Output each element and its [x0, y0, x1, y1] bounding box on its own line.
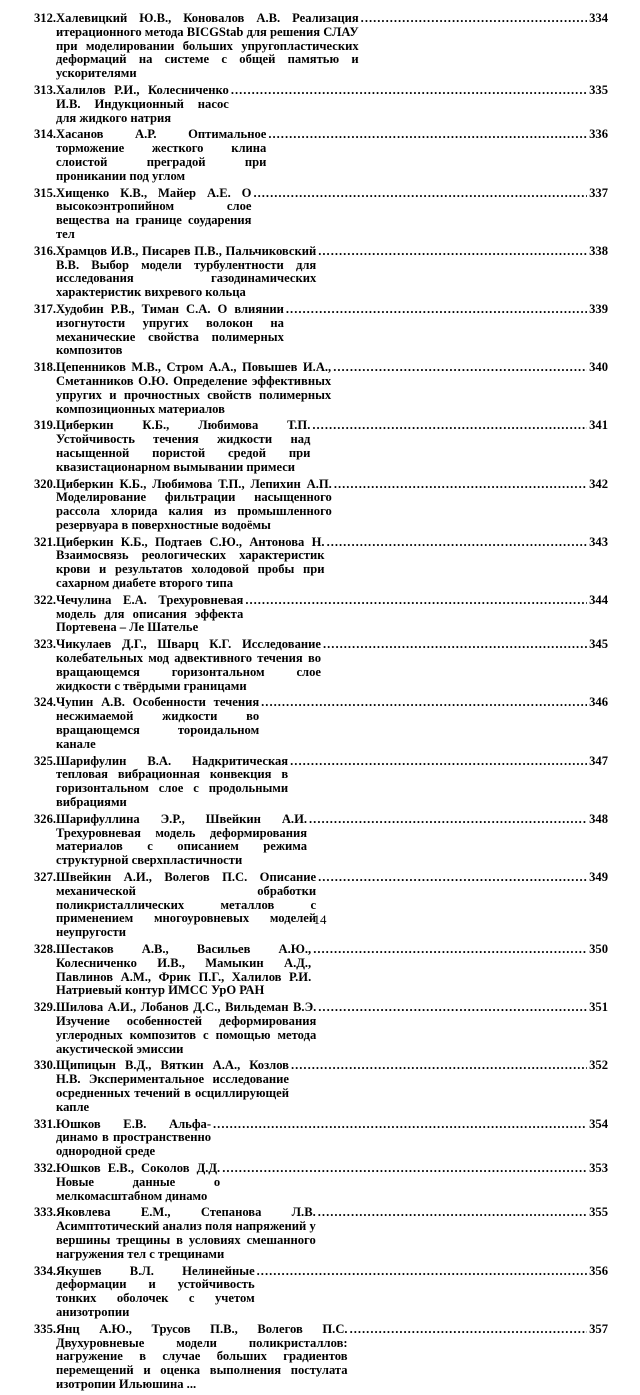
dot-leader: [213, 1118, 587, 1132]
dot-leader: [286, 303, 587, 317]
entry-body: [56, 1323, 608, 1392]
entry-number: 328.: [34, 942, 57, 956]
entry-number: 318.: [34, 360, 57, 375]
toc-entry: [34, 1206, 608, 1261]
entry-page: 352: [589, 1059, 608, 1073]
entry-page: 340: [589, 361, 608, 375]
table-of-contents: [34, 12, 608, 1395]
entry-page: 337: [589, 186, 608, 200]
toc-entry: [34, 638, 608, 693]
entry-page: 356: [589, 1264, 608, 1278]
entry-body: [56, 478, 608, 533]
entry-title: Цепенников М.В., Стром А.А., Повышев И.А., Сметанников О.Ю. Определение эффективных упругих и прочностных свойств полимерных композиционных материалов: [56, 361, 332, 416]
entry-page: 357: [589, 1322, 608, 1336]
dot-leader: [290, 755, 587, 769]
entry-title: Юшков Е.В. Альфа-динамо в пространственно однородной среде: [56, 1117, 212, 1159]
entry-title: Янц А.Ю., Трусов П.В., Волегов П.С. Двухуровневые модели поликристаллов: нагружение в случае больших градиентов перемещений и оценка выполнения постулата изотропии Ильюшина ...: [56, 1322, 348, 1391]
entry-body: [56, 1059, 608, 1114]
dot-leader: [333, 361, 587, 375]
entry-number: 324.: [34, 695, 57, 710]
entry-number: 332.: [34, 1160, 57, 1175]
toc-entry: [34, 361, 608, 416]
entry-body: [56, 303, 608, 358]
dot-leader: [327, 536, 588, 550]
entry-page: 350: [589, 943, 608, 956]
entry-body: [56, 594, 608, 635]
entry-page: 341: [589, 419, 608, 433]
toc-entry: [34, 871, 608, 940]
entry-body: [56, 419, 608, 474]
dot-leader: [323, 638, 587, 652]
entry-body: [56, 128, 608, 183]
entry-title: Юшков Е.В., Соколов Д.Д. Новые данные о мелкомасштабном динамо: [56, 1161, 221, 1203]
toc-entry: [34, 1118, 608, 1159]
entry-body: [56, 871, 608, 940]
entry-number: 316.: [34, 243, 57, 258]
entry-page: 349: [589, 871, 608, 885]
entry-body: [56, 1162, 608, 1203]
entry-number: 312.: [34, 11, 57, 25]
dot-leader: [361, 12, 587, 26]
entry-body: [56, 696, 608, 751]
toc-entry: [34, 594, 608, 635]
entry-number: 325.: [34, 753, 57, 768]
entry-title: Яковлева Е.М., Степанова Л.В. Асимптотический анализ поля напряжений у вершины трещины в условиях смешанного нагружения тел с трещинами: [56, 1206, 316, 1261]
entry-number: 315.: [34, 185, 57, 200]
entry-number: 333.: [34, 1205, 57, 1220]
dot-leader: [231, 84, 587, 98]
entry-page: 354: [589, 1117, 608, 1131]
entry-number: 322.: [34, 592, 57, 607]
entry-page: 346: [589, 696, 608, 710]
dot-leader: [318, 1206, 587, 1220]
entry-title: Якушев В.Л. Нелинейные деформации и устойчивость тонких оболочек с учетом анизотропии: [56, 1264, 255, 1319]
entry-title: Халилов Р.И., Колесниченко И.В. Индукционный насос для жидкого натрия: [56, 83, 229, 125]
toc-entry: [34, 536, 608, 591]
entry-body: [56, 187, 608, 242]
entry-title: Швейкин А.И., Волегов П.С. Описание механической обработки поликристаллических металлов с применением многоуровневых моделей неупругости: [56, 871, 317, 940]
toc-entry: [34, 1323, 608, 1392]
entry-number: 320.: [34, 476, 57, 491]
entry-body: [56, 12, 608, 81]
entry-title: Шарифуллина Э.Р., Швейкин А.И. Трехуровневая модель деформирования материалов с описанием режима структурной сверхпластичности: [56, 812, 308, 868]
entry-title: Худобин Р.В., Тиман С.А. О влиянии изогнутости упругих волокон на механические свойства полимерных композитов: [56, 302, 284, 358]
entry-number: 331.: [34, 1116, 57, 1131]
entry-body: [56, 638, 608, 693]
entry-number: 314.: [34, 127, 57, 142]
toc-entry: [34, 478, 608, 533]
toc-entry: [34, 12, 608, 81]
dot-leader: [350, 1323, 588, 1337]
entry-body: [56, 755, 608, 810]
entry-page: 351: [589, 1001, 608, 1015]
entry-title: Шарифулин В.А. Надкритическая тепловая вибрационная конвекция в горизонтальном слое с продольными вибрациями: [56, 754, 289, 810]
entry-body: [56, 1265, 608, 1320]
entry-title: Чикулаев Д.Г., Шварц К.Г. Исследование колебательных мод адвективного течения во вращающемся горизонтальном слое жидкости с твёрдыми границами: [56, 638, 321, 693]
entry-title: Шилова А.И., Лобанов Д.С., Вильдеман В.Э. Изучение особенностей деформирования углеродных композитов с помощью метода акустической эмиссии: [56, 1001, 317, 1056]
toc-entry: [34, 84, 608, 125]
toc-entry: [34, 187, 608, 242]
entry-number: 329.: [34, 1000, 57, 1015]
entry-page: 347: [589, 754, 608, 768]
entry-number: 334.: [34, 1263, 57, 1278]
entry-page: 336: [589, 128, 608, 142]
entry-page: 334: [589, 12, 608, 25]
toc-entry: [34, 755, 608, 810]
dot-leader: [312, 419, 587, 433]
toc-entry: [34, 303, 608, 358]
entry-page: 355: [589, 1206, 608, 1220]
toc-entry: [34, 128, 608, 183]
entry-title: Хасанов А.Р. Оптимальное торможение жесткого клина слоистой преградой при проникании под углом: [56, 128, 267, 183]
entry-body: [56, 84, 608, 125]
dot-leader: [261, 696, 587, 710]
entry-number: 313.: [34, 82, 57, 97]
entry-title: Циберкин К.Б., Любимова Т.П., Лепихин А.П. Моделирование фильтрации насыщенного рассола хлорида калия из промышленного резервуара в поверхностные водоёмы: [56, 477, 332, 532]
dot-leader: [253, 187, 587, 201]
entry-page: 345: [589, 638, 608, 652]
dot-leader: [313, 943, 587, 957]
entry-body: [56, 1001, 608, 1056]
entry-title: Храмцов И.В., Писарев П.В., Пальчиковский В.В. Выбор модели турбулентности для исследования газодинамических характеристик вихревого кольца: [56, 244, 317, 300]
entry-page: 339: [589, 302, 608, 316]
entry-body: [56, 813, 608, 868]
entry-number: 326.: [34, 811, 57, 826]
toc-entry: [34, 943, 608, 998]
toc-entry: [34, 813, 608, 868]
entry-title: Шестаков А.В., Васильев А.Ю., Колесниченко И.В., Мамыкин А.Д., Павлинов А.М., Фрик П.Г., Халилов Р.И. Натриевый контур ИМСС УрО РАН: [56, 943, 312, 998]
entry-title: Циберкин К.Б., Подтаев С.Ю., Антонова Н. Взаимосвязь реологических характеристик крови и результатов холодовой пробы при сахарном диабете второго типа: [56, 535, 325, 591]
entry-body: [56, 943, 608, 998]
dot-leader: [257, 1265, 587, 1279]
entry-title: Халевицкий Ю.В., Коновалов А.В. Реализация итерационного метода BICGStab для решения СЛАУ при моделировании больших упругопластических деформаций на системе с общей памятью и ускорителями: [56, 12, 359, 81]
entry-page: 338: [589, 244, 608, 258]
entry-number: 335.: [34, 1321, 57, 1336]
entry-number: 321.: [34, 534, 57, 549]
entry-page: 343: [589, 535, 608, 549]
entry-page: 344: [589, 593, 608, 607]
entry-number: 323.: [34, 637, 57, 652]
toc-entry: [34, 1265, 608, 1320]
entry-page: 348: [589, 812, 608, 826]
entry-body: [56, 536, 608, 591]
toc-entry: [34, 419, 608, 474]
dot-leader: [268, 128, 587, 142]
entry-number: 319.: [34, 418, 57, 433]
entry-page: 342: [589, 477, 608, 491]
dot-leader: [245, 594, 587, 608]
entry-number: 327.: [34, 870, 57, 885]
entry-page: 335: [589, 83, 608, 97]
entry-page: 353: [589, 1161, 608, 1175]
entry-title: Циберкин К.Б., Любимова Т.П. Устойчивость течения жидкости над насыщенной пористой средой при квазистационарном вымывании примеси: [56, 419, 311, 474]
dot-leader: [318, 871, 587, 885]
page-number: 14: [313, 912, 327, 927]
dot-leader: [334, 478, 587, 492]
dot-leader: [318, 1001, 587, 1015]
dot-leader: [291, 1059, 587, 1073]
entry-body: [56, 245, 608, 300]
entry-title: Чечулина Е.А. Трехуровневая модель для описания эффекта Портевена – Ле Шателье: [56, 593, 244, 635]
toc-entry: [34, 1059, 608, 1114]
entry-number: 330.: [34, 1058, 57, 1073]
entry-title: Хищенко К.В., Майер А.Е. О высокоэнтропийном слое вещества на границе соударения тел: [56, 186, 252, 241]
entry-title: Щипицын В.Д., Вяткин А.А., Козлов Н.В. Экспериментальное исследование осредненных течений в осциллирующей капле: [56, 1059, 289, 1114]
dot-leader: [318, 245, 587, 259]
entry-title: Чупин А.В. Особенности течения несжимаемой жидкости во вращающемся тороидальном канале: [56, 696, 260, 751]
toc-entry: [34, 696, 608, 751]
entry-body: [56, 1118, 608, 1159]
dot-leader: [222, 1162, 587, 1176]
dot-leader: [309, 813, 587, 827]
entry-number: 317.: [34, 301, 57, 316]
toc-entry: [34, 1001, 608, 1056]
entry-body: [56, 361, 608, 416]
entry-body: [56, 1206, 608, 1261]
toc-entry: [34, 1162, 608, 1203]
toc-entry: [34, 245, 608, 300]
